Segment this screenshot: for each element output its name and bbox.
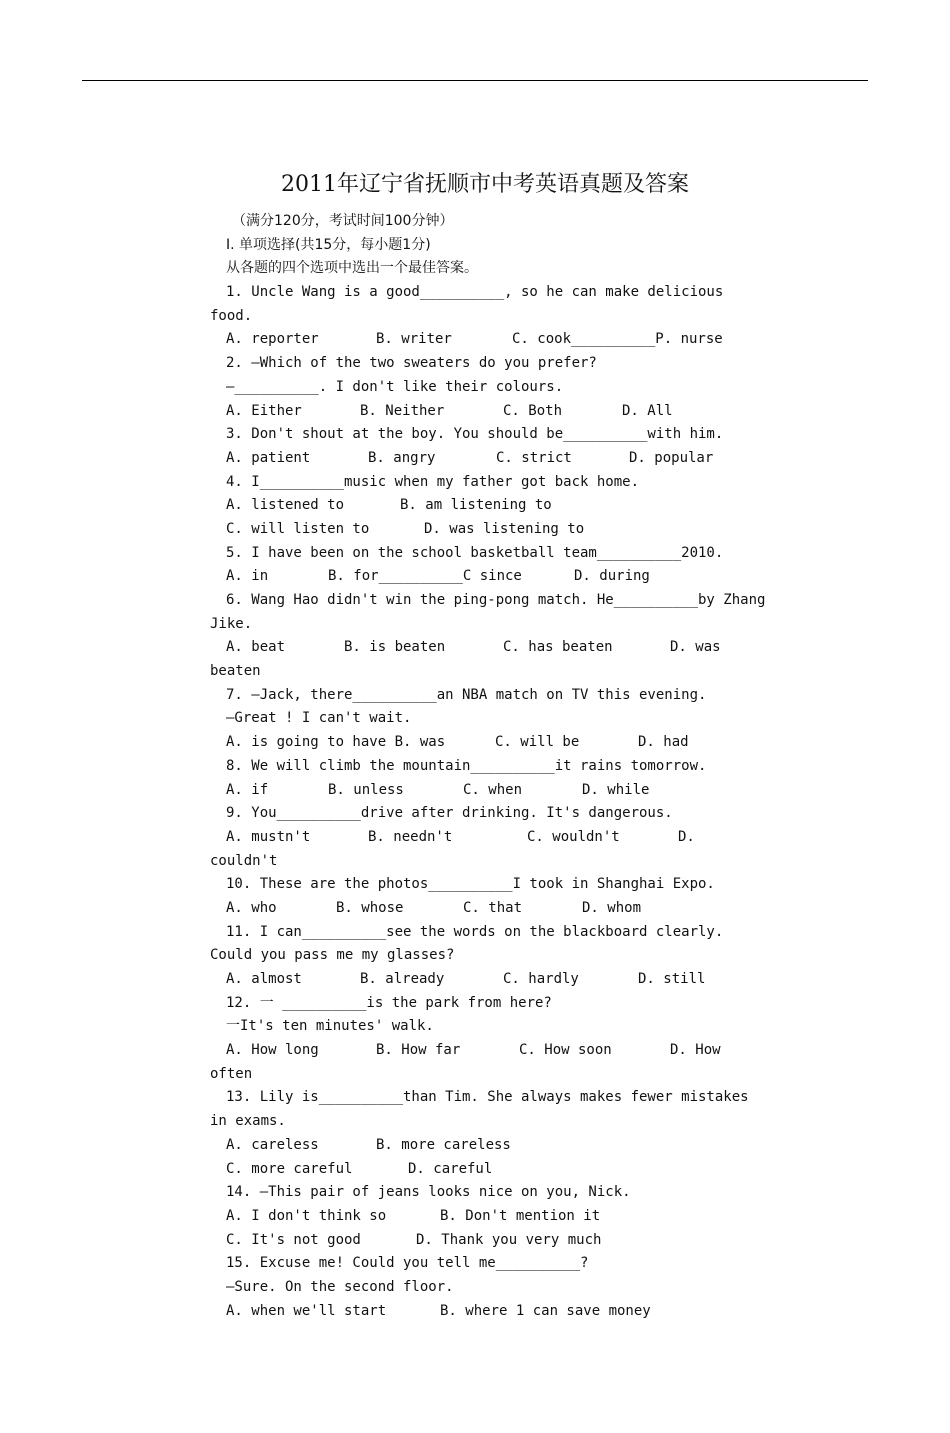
option-text: A. almost <box>226 971 302 987</box>
document-title: 2011年辽宁省抚顺市中考英语真题及答案 <box>281 172 689 197</box>
option-text: B. for__________C since <box>328 568 522 585</box>
text-line <box>210 1181 750 1205</box>
line-text: 4. I__________music when my father got back home. <box>226 473 640 490</box>
option-text: A. listened to <box>226 497 345 514</box>
text-line <box>210 447 750 471</box>
text-line <box>210 897 750 921</box>
option-text: C. will be <box>495 734 580 751</box>
text-line <box>210 1063 750 1087</box>
text-line <box>210 518 750 542</box>
line-text: 8. We will climb the mountain__________it rains tomorrow. <box>226 757 707 774</box>
option-text: B. is beaten <box>344 639 446 656</box>
header-rule <box>82 80 868 81</box>
line-text: 1. Uncle Wang is a good__________, so he can make delicious <box>226 284 724 301</box>
option-text: C. has beaten <box>503 639 613 656</box>
option-text: B. where 1 can save money <box>440 1302 651 1319</box>
text-line <box>210 494 750 518</box>
text-line <box>210 944 750 968</box>
text-line <box>210 660 750 684</box>
option-text: D. whom <box>582 899 642 916</box>
text-line <box>210 1086 750 1110</box>
line-text: 一It's ten minutes' walk. <box>226 1018 434 1035</box>
line-text: （满分120分，考试时间100分钟） <box>232 213 454 229</box>
option-text: D. Thank you very much <box>416 1231 602 1248</box>
line-text: 15. Excuse me! Could you tell me__________? <box>226 1255 589 1272</box>
option-text: D. <box>678 828 695 845</box>
question-list <box>210 210 766 1323</box>
option-text: D. How <box>670 1042 721 1059</box>
option-text: C. when <box>463 781 523 798</box>
option-text: B. Neither <box>360 402 445 419</box>
option-text: A. is going to have B. was <box>226 734 446 751</box>
option-text: A. Either <box>226 402 302 419</box>
line-text: 12. 一 __________is the park from here? <box>226 994 552 1011</box>
text-line <box>210 1134 750 1158</box>
text-line <box>210 1205 750 1229</box>
option-text: C. will listen to <box>226 520 370 537</box>
option-text: D. All <box>622 402 673 419</box>
option-text: C. How soon <box>519 1042 612 1059</box>
option-text: B. angry <box>368 449 436 466</box>
option-text: B. more careless <box>376 1136 511 1153</box>
option-text: A. when we'll start <box>226 1302 387 1319</box>
option-text: B. unless <box>328 781 404 798</box>
text-line <box>210 779 750 803</box>
text-line <box>210 1252 750 1276</box>
text-line <box>210 1276 750 1300</box>
option-text: B. already <box>360 971 445 987</box>
line-text: —__________. I don't like their colours. <box>226 378 564 395</box>
line-text: Jike. <box>210 615 253 632</box>
line-text: food. <box>210 307 253 324</box>
line-text: 9. You__________drive after drinking. It's dangerous. <box>226 805 673 822</box>
line-text: beaten <box>210 663 261 680</box>
text-line <box>210 542 750 566</box>
option-text: D. was listening to <box>424 520 585 537</box>
option-text: A. patient <box>226 449 311 466</box>
option-text: C. strict <box>496 449 572 466</box>
line-text: 6. Wang Hao didn't win the ping-pong match. He__________by Zhang <box>226 592 766 608</box>
line-text: couldn't <box>210 852 278 869</box>
option-text: D. during <box>574 568 650 585</box>
option-text: A. who <box>226 899 277 916</box>
option-text: D. popular <box>629 449 714 466</box>
text-line <box>210 1039 750 1063</box>
option-text: A. mustn't <box>226 828 311 845</box>
option-text: A. reporter <box>226 331 319 348</box>
option-text: B. whose <box>336 899 404 916</box>
text-line <box>210 210 750 234</box>
text-line <box>210 707 750 731</box>
option-text: D. still <box>638 971 706 987</box>
text-line <box>210 352 750 376</box>
text-line <box>210 921 750 945</box>
text-line <box>210 850 750 874</box>
line-text: Could you pass me my glasses? <box>210 947 455 964</box>
option-text: A. beat <box>226 639 286 656</box>
option-text: D. while <box>582 781 650 798</box>
text-line <box>210 234 750 258</box>
text-line <box>210 471 750 495</box>
text-line <box>210 613 750 637</box>
text-line <box>210 802 750 826</box>
line-text: 2. —Which of the two sweaters do you prefer? <box>226 355 597 372</box>
option-text: C. wouldn't <box>527 828 620 845</box>
text-line <box>210 281 750 305</box>
text-line <box>210 305 750 329</box>
option-text: C. cook__________P. nurse <box>512 331 723 348</box>
option-text: C. that <box>463 899 523 916</box>
text-line <box>210 826 750 850</box>
text-line <box>210 376 750 400</box>
option-text: A. if <box>226 781 269 798</box>
option-text: B. am listening to <box>400 497 552 514</box>
option-text: A. careless <box>226 1136 319 1153</box>
text-line <box>210 1229 750 1253</box>
option-text: C. hardly <box>503 971 579 987</box>
line-text: —Sure. On the second floor. <box>226 1278 454 1295</box>
text-line <box>210 992 750 1016</box>
option-text: D. was <box>670 639 721 656</box>
text-line <box>210 755 750 779</box>
option-text: B. writer <box>376 331 452 348</box>
text-line <box>210 1015 750 1039</box>
option-text: A. in <box>226 568 269 585</box>
line-text: 10. These are the photos__________I took in Shanghai Expo. <box>226 876 715 893</box>
line-text: 从各题的四个选项中选出一个最佳答案。 <box>226 260 478 277</box>
option-text: D. careful <box>408 1160 493 1177</box>
option-text: B. Don't mention it <box>440 1207 601 1224</box>
text-line <box>210 731 750 755</box>
text-line <box>210 328 750 352</box>
text-line <box>210 589 766 613</box>
line-text: 13. Lily is__________than Tim. She always makes fewer mistakes <box>226 1089 749 1106</box>
line-text: often <box>210 1065 253 1082</box>
text-line <box>210 1110 750 1134</box>
line-text: 5. I have been on the school basketball team__________2010. <box>226 544 724 561</box>
line-text: 14. —This pair of jeans looks nice on you, Nick. <box>226 1184 631 1201</box>
text-line <box>210 636 750 660</box>
text-line <box>210 1300 750 1324</box>
text-line <box>210 400 750 424</box>
line-text: 7. —Jack, there__________an NBA match on TV this evening. <box>226 686 707 703</box>
option-text: B. How far <box>376 1042 461 1059</box>
text-line <box>210 1158 750 1182</box>
option-text: A. I don't think so <box>226 1207 387 1224</box>
line-text: I. 单项选择(共15分，每小题1分) <box>226 236 431 253</box>
line-text: —Great ! I can't wait. <box>226 710 412 727</box>
line-text: 3. Don't shout at the boy. You should be__________with him. <box>226 426 724 443</box>
text-line <box>210 684 750 708</box>
text-line <box>210 565 750 589</box>
text-line <box>210 423 750 447</box>
option-text: C. Both <box>503 402 563 419</box>
option-text: C. It's not good <box>226 1231 361 1248</box>
option-text: D. had <box>638 734 689 751</box>
option-text: B. needn't <box>368 828 453 845</box>
text-line <box>210 968 750 992</box>
line-text: in exams. <box>210 1113 286 1130</box>
option-text: A. How long <box>226 1042 319 1059</box>
text-line <box>210 873 750 897</box>
option-text: C. more careful <box>226 1160 353 1177</box>
line-text: 11. I can__________see the words on the blackboard clearly. <box>226 923 724 940</box>
text-line <box>210 257 750 281</box>
